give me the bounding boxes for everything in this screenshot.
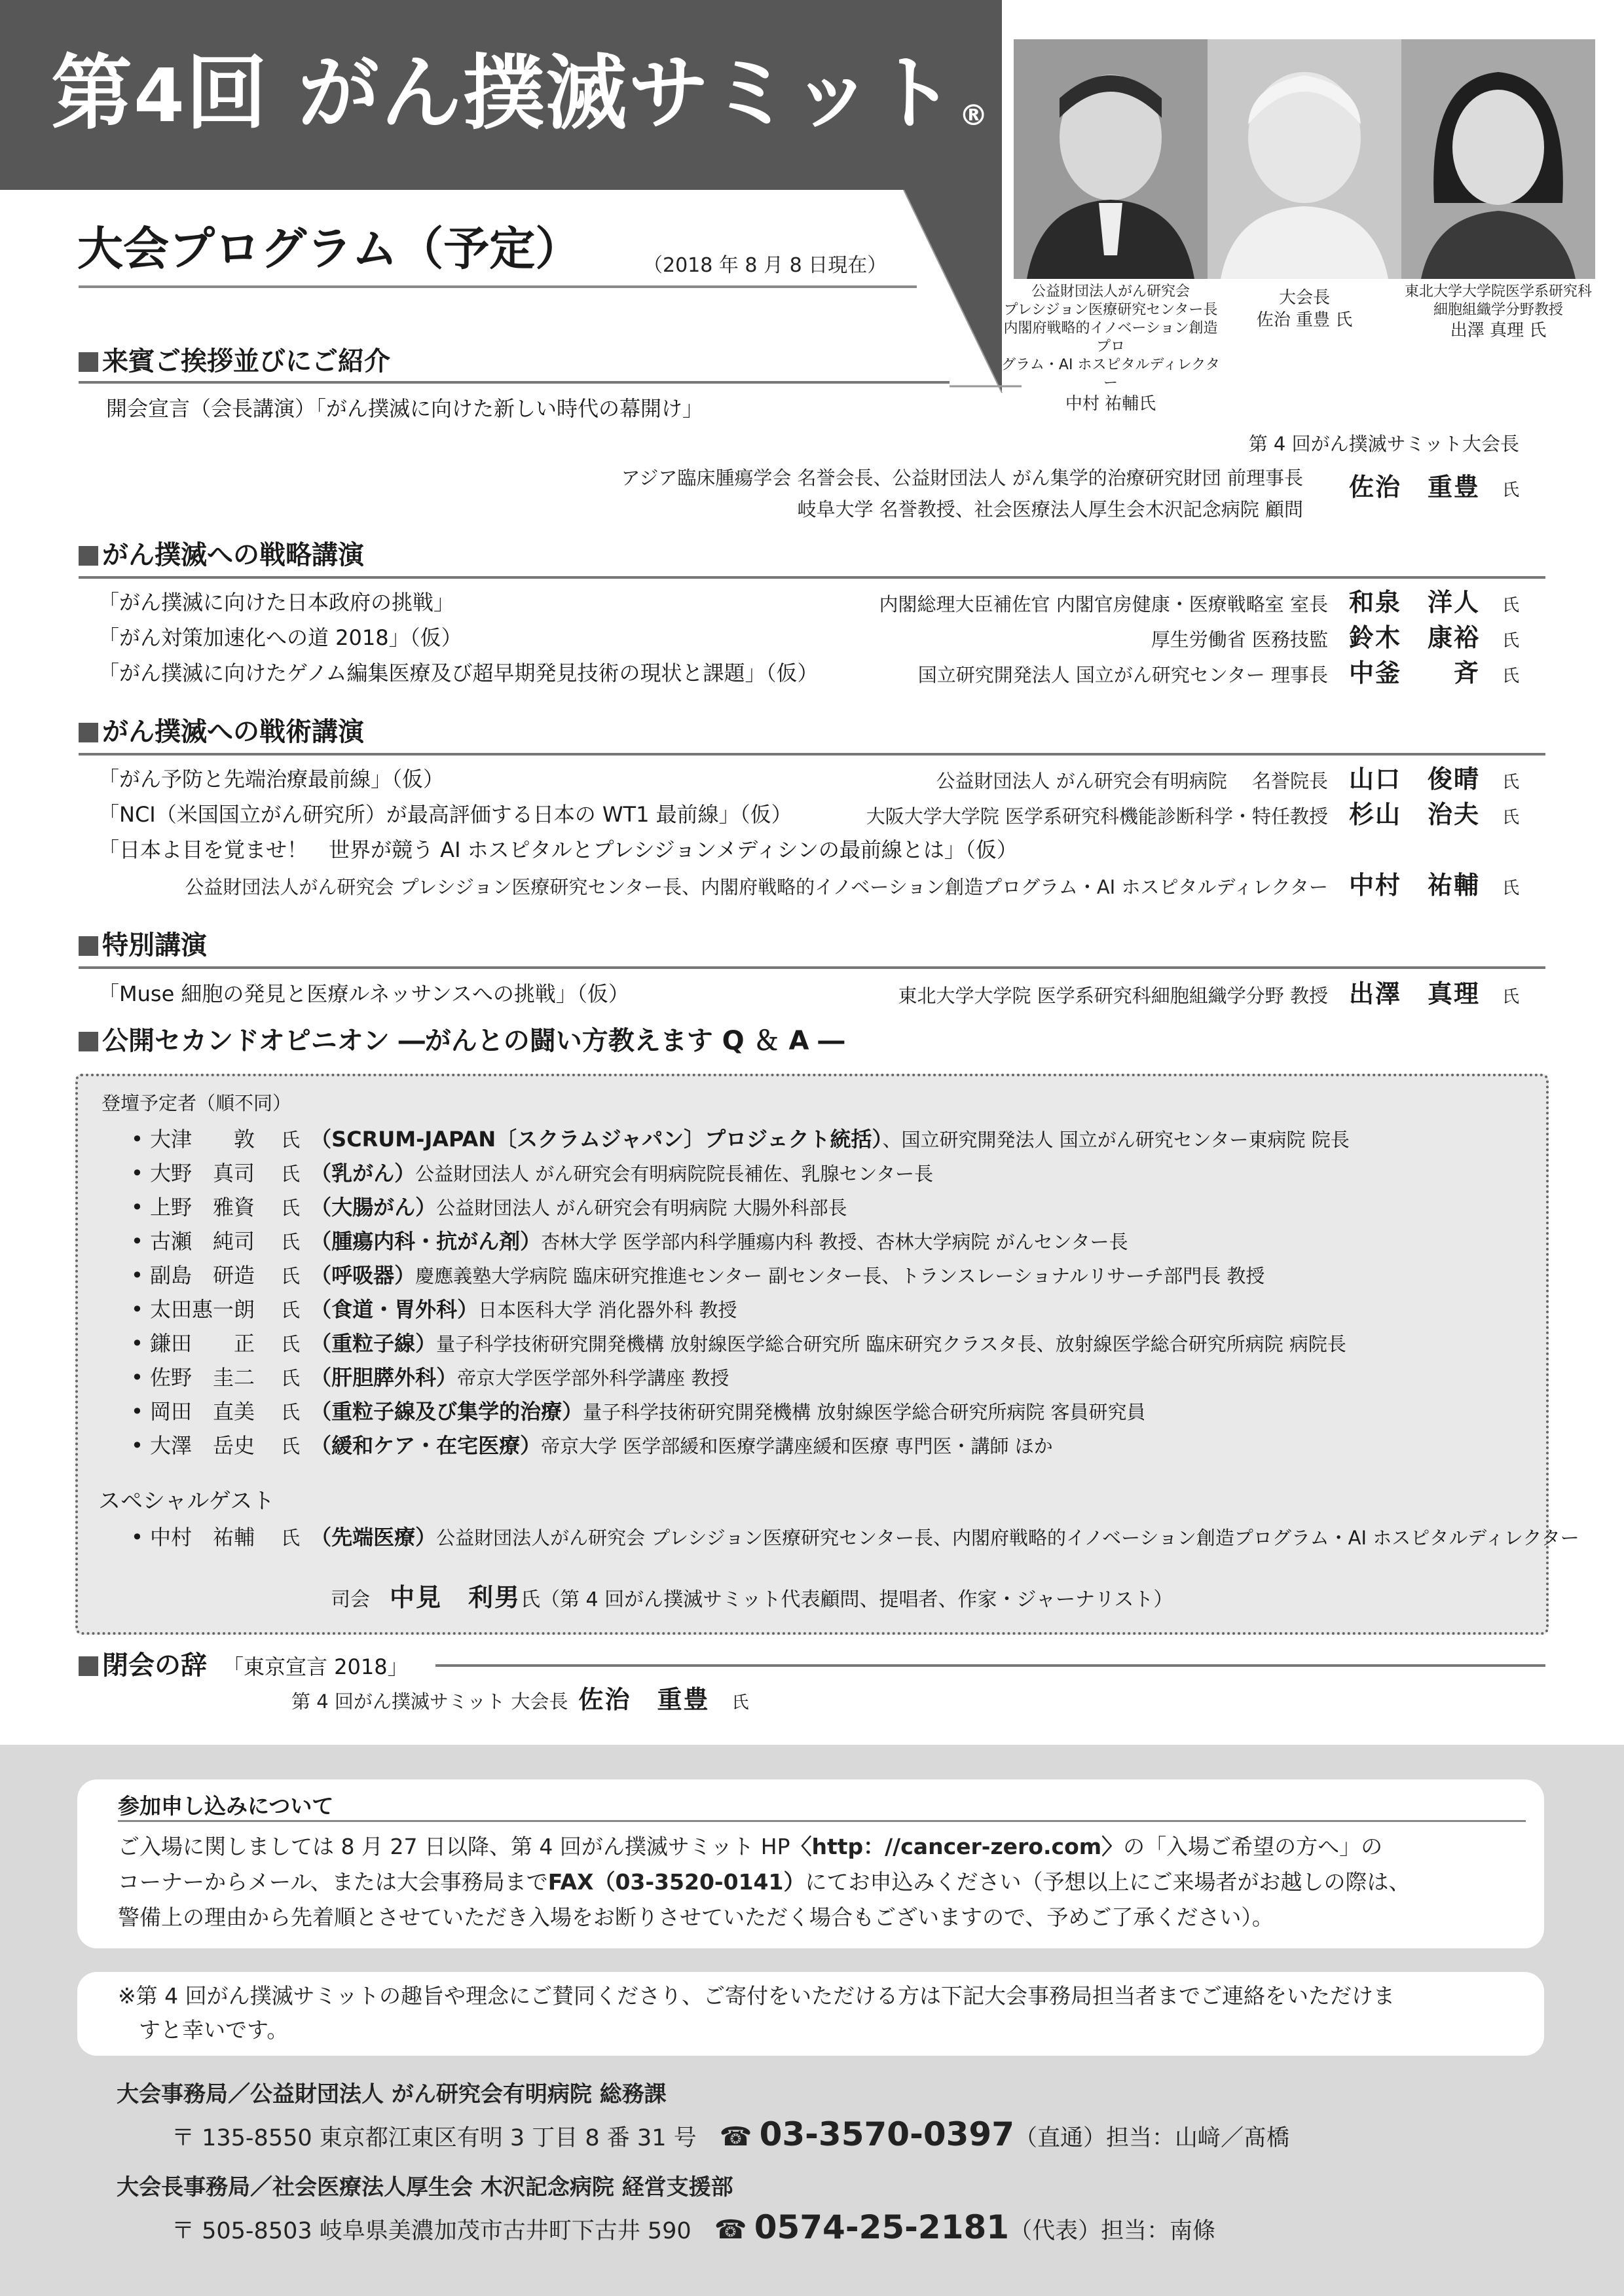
panelist-affiliation: 慶應義塾大学病院 臨床研究推進センター 副センター長、トランスレーショナルリサーチ部門長 教授 xyxy=(415,1265,1265,1287)
phone-number[interactable]: 03-3570-0397 xyxy=(759,2115,1014,2153)
special-guest-label: スペシャルゲスト xyxy=(98,1488,275,1514)
bullet-icon: • xyxy=(131,1263,143,1288)
square-bullet-icon xyxy=(79,936,98,956)
panelist-name: 中村 祐輔 xyxy=(150,1525,255,1550)
phone-note: （代表）担当：南條 xyxy=(1009,2218,1216,2244)
square-bullet-icon xyxy=(79,546,98,566)
section-title: 来賓ご挨拶並びにご紹介 xyxy=(102,346,390,376)
tactics-talk xyxy=(98,763,1519,795)
text: にてお申込みください（予想以上にご来場者がお越しの際は、 xyxy=(805,1869,1411,1895)
section-title: 閉会の辞 xyxy=(102,1650,207,1681)
honorific: 氏 xyxy=(1502,773,1519,792)
caption-line: 東北大学大学院医学系研究科 xyxy=(1404,283,1592,300)
registered-mark: ® xyxy=(959,99,989,132)
panelist-specialty: （食道・胃外科） xyxy=(321,1297,479,1322)
speaker-role: 公益財団法人 がん研究会有明病院 名誉院長 xyxy=(936,770,1328,792)
speaker xyxy=(1151,622,1519,657)
talk-title: 「Muse 細胞の発見と医療ルネッサンスへの挑戦」（仮） xyxy=(98,981,629,1006)
panelist-affiliation: 量子科学技術研究開発機構 放射線医学総合研究所 臨床研究クラスタ長、放射線医学総合研究所病院 病院長 xyxy=(436,1333,1346,1355)
person-photo-icon xyxy=(1208,39,1401,279)
divider xyxy=(435,1664,1545,1667)
section-heading xyxy=(79,537,364,574)
talk-title: 「日本よ目を覚ませ！ 世界が競う AI ホスピタルとプレシジョンメディシンの最前線とは」（仮） xyxy=(98,837,1018,862)
speaker-role: 大阪大学大学院 医学系研究科機能診断科学・特任教授 xyxy=(866,805,1328,828)
bullet-icon: • xyxy=(131,1399,143,1424)
text: ご入場に関しましては 8 月 27 日以降、第 4 回がん撲滅サミット HP xyxy=(118,1834,790,1859)
honorific: 氏 xyxy=(281,1401,301,1423)
divider xyxy=(79,753,1545,756)
caption-line: 細胞組織学分野教授 xyxy=(1433,302,1563,318)
panelist-specialty: （先端医療） xyxy=(321,1525,437,1550)
talk-title: 「東京宣言 2018」 xyxy=(233,1654,409,1679)
speaker-role: 公益財団法人がん研究会 プレシジョン医療研究センター長、内閣府戦略的イノベーション創造プログラム・AI ホスピタルディレクター xyxy=(185,876,1328,898)
phone-icon: ☎ xyxy=(714,2215,747,2245)
fax-number: FAX（03-3520-0141） xyxy=(547,1869,805,1895)
strategy-talk xyxy=(98,657,1519,689)
moderator-name: 中見 利男 xyxy=(390,1582,521,1612)
tactics-talk xyxy=(98,799,1519,830)
speaker-role: 第 4 回がん撲滅サミット大会長 xyxy=(1248,433,1519,455)
donation-line: すと幸いです。 xyxy=(139,2017,289,2043)
honorific: 氏 xyxy=(281,1231,301,1253)
panelist-name: 太田惠一朗 xyxy=(150,1297,255,1322)
talk-title: 「がん対策加速化への道 2018」（仮） xyxy=(98,625,462,650)
speaker-role: 岐阜大学 名誉教授、社会医療法人厚生会木沢記念病院 顧問 xyxy=(797,498,1303,520)
talk-title: 「がん撲滅に向けた日本政府の挑戦」 xyxy=(98,590,455,615)
speaker-role: 東北大学大学院 医学系研究科細胞組織学分野 教授 xyxy=(898,985,1328,1007)
moderator-label: 司会 xyxy=(331,1588,370,1611)
speaker-role: 内閣総理大臣補佐官 内閣官房健康・医療戦略室 室長 xyxy=(879,593,1328,615)
office-contact xyxy=(172,2115,1289,2158)
panelist-affiliation: 公益財団法人 がん研究会有明病院院長補佐、乳腺センター長 xyxy=(415,1163,934,1185)
panelist-row xyxy=(131,1190,847,1224)
speaker xyxy=(866,799,1519,833)
panelist-row xyxy=(131,1326,1346,1360)
panelist-affiliation: 帝京大学医学部外科学講座 教授 xyxy=(457,1367,729,1389)
panelist-row xyxy=(131,1258,1264,1292)
panelist-specialty: （肝胆膵外科） xyxy=(321,1365,458,1390)
bullet-icon: • xyxy=(131,1331,143,1356)
application-heading: 参加申し込みについて xyxy=(118,1793,334,1819)
speaker-name: 中釜 斉 xyxy=(1348,658,1480,687)
panelist-specialty: （乳がん） xyxy=(321,1161,416,1186)
bullet-icon: • xyxy=(131,1161,143,1186)
bullet-icon: • xyxy=(131,1297,143,1322)
honorific: 氏 xyxy=(281,1163,301,1185)
honorific: 氏 xyxy=(281,1265,301,1287)
bullet-icon: • xyxy=(131,1195,143,1220)
caption-saji xyxy=(1193,287,1416,331)
divider xyxy=(79,966,1545,969)
speaker-role: 厚生労働省 医務技監 xyxy=(1151,629,1328,651)
honorific: 氏 xyxy=(1502,481,1519,500)
donation-line: ※第 4 回がん撲滅サミットの趣旨や理念にご賛同くださり、ご寄付をいただける方は下記大会事務局担当者までご連絡をいただけま xyxy=(118,1983,1395,2009)
panelist-specialty: （重粒子線及び集学的治療） xyxy=(321,1399,583,1424)
caption-line: 内閣府戦略的イノベーション創造プロ xyxy=(1003,320,1218,355)
section-title: 特別講演 xyxy=(102,930,207,960)
office-heading: 大会長事務局／社会医療法人厚生会 木沢記念病院 経営支援部 xyxy=(117,2174,733,2200)
moderator xyxy=(331,1579,1173,1616)
speaker xyxy=(185,869,1519,904)
honorific: 氏 xyxy=(1502,879,1519,898)
panelist-row xyxy=(131,1429,1053,1463)
panelist-specialty: （大腸がん） xyxy=(321,1195,437,1220)
website-link[interactable]: 〈http：//cancer-zero.com〉 xyxy=(790,1834,1124,1859)
speaker-name: 鈴木 康裕 xyxy=(1348,623,1480,652)
section-heading xyxy=(79,927,207,964)
section-heading xyxy=(79,1023,844,1059)
speaker-name: 出澤 真理 xyxy=(1348,979,1480,1008)
bullet-icon: • xyxy=(131,1365,143,1390)
special-talk xyxy=(98,978,1519,1010)
speaker-roles xyxy=(621,462,1304,525)
speaker-name: 中村 祐輔 xyxy=(1348,870,1480,900)
honorific: 氏 xyxy=(1502,596,1519,615)
office-address: 〒 505-8503 岐阜県美濃加茂市古井町下古井 590 xyxy=(172,2218,692,2244)
speaker-name: 佐治 重豊 xyxy=(578,1685,710,1714)
phone-icon: ☎ xyxy=(719,2122,752,2152)
portrait-saji xyxy=(1208,39,1401,279)
strategy-talk xyxy=(98,587,1519,618)
bullet-icon: • xyxy=(131,1433,143,1458)
divider xyxy=(79,381,950,384)
honorific: 氏 xyxy=(281,1367,301,1389)
event-title xyxy=(51,38,989,172)
panelist-affiliation: 帝京大学 医学部緩和医療学講座緩和医療 専門医・講師 ほか xyxy=(541,1435,1053,1457)
section-title: がん撲滅への戦術講演 xyxy=(102,717,364,747)
section-heading xyxy=(79,343,390,380)
phone-number[interactable]: 0574-25-2181 xyxy=(754,2208,1010,2246)
panelist-name: 大野 真司 xyxy=(150,1161,255,1186)
speaker xyxy=(936,763,1519,798)
panelist-name: 上野 雅資 xyxy=(150,1195,255,1220)
honorific: 氏 xyxy=(1502,987,1519,1007)
panelist-row xyxy=(131,1394,1146,1429)
section-title: 公開セカンドオピニオン ―がんとの闘い方教えます Q ＆ A ― xyxy=(102,1026,845,1056)
title-kai: 回 xyxy=(185,46,268,141)
moderator-note: 氏（第 4 回がん撲滅サミット代表顧問、提唱者、作家・ジャーナリスト） xyxy=(521,1588,1173,1611)
talk-title: 「がん予防と先端治療最前線」（仮） xyxy=(98,767,445,792)
square-bullet-icon xyxy=(79,723,98,742)
program-subtitle: 大会プログラム（予定） xyxy=(77,222,581,276)
honorific: 氏 xyxy=(281,1333,301,1355)
panelist-specialty: （腫瘍内科・抗がん剤） xyxy=(321,1229,542,1254)
opening-speaker-row xyxy=(98,462,1519,525)
honorific: 氏 xyxy=(1502,666,1519,686)
square-bullet-icon xyxy=(79,1032,98,1051)
title-number: 4 xyxy=(134,54,186,139)
panelist-name: 大澤 岳史 xyxy=(150,1433,255,1458)
honorific: 氏 xyxy=(1502,808,1519,828)
speaker xyxy=(879,587,1519,621)
talk-title: 開会宣言（会長講演）「がん撲滅に向けた新しい時代の幕開け」 xyxy=(106,396,704,421)
panelist-affiliation: 日本医科大学 消化器外科 教授 xyxy=(478,1299,737,1321)
speaker xyxy=(898,978,1519,1013)
panelist-row xyxy=(131,1360,729,1394)
bullet-icon: • xyxy=(131,1525,143,1550)
portrait-dezawa xyxy=(1401,39,1595,279)
honorific: 氏 xyxy=(731,1693,749,1713)
person-photo-icon xyxy=(1014,39,1208,279)
speaker-role: 第 4 回がん撲滅サミット 大会長 xyxy=(291,1690,568,1713)
panelist-row xyxy=(131,1292,737,1326)
honorific: 氏 xyxy=(281,1129,301,1151)
bullet-icon: • xyxy=(131,1229,143,1254)
strategy-talk xyxy=(98,622,1519,653)
office-heading: 大会事務局／公益財団法人 がん研究会有明病院 総務課 xyxy=(117,2081,667,2107)
talk-title: 「がん撲滅に向けたゲノム編集医療及び超早期発見技術の現状と課題」（仮） xyxy=(98,661,819,685)
talk-title: 「NCI（米国国立がん研究所）が最高評価する日本の WT1 最前線」（仮） xyxy=(98,802,792,827)
phone-note: （直通）担当：山﨑／髙橋 xyxy=(1014,2125,1289,2151)
panelist-name: 副島 研造 xyxy=(150,1263,255,1288)
closing-speaker xyxy=(291,1681,749,1718)
honorific: 氏 xyxy=(1502,631,1519,651)
divider xyxy=(79,576,1545,579)
text: の「入場ご希望の方へ」の xyxy=(1123,1834,1383,1859)
caption-name: 中村 祐輔氏 xyxy=(1065,394,1156,414)
panelist-row xyxy=(131,1156,933,1190)
square-bullet-icon xyxy=(79,1656,98,1676)
guest-row xyxy=(131,1520,1579,1554)
person-photo-icon xyxy=(1401,39,1595,279)
speaker-name: 佐治 重豊 xyxy=(1348,472,1480,501)
office-address: 〒 135-8550 東京都江東区有明 3 丁目 8 番 31 号 xyxy=(172,2125,697,2151)
opening-role-1 xyxy=(98,428,1519,460)
caption-line: 公益財団法人がん研究会 xyxy=(1031,283,1190,300)
application-line: 警備上の理由から先着順とさせていただき入場をお断りさせていただく場合もございますので、予めご了承ください）。 xyxy=(118,1904,1274,1930)
caption-line: グラム・AI ホスピタルディレクター xyxy=(1001,357,1220,392)
tactics-talk-speaker xyxy=(98,869,1519,901)
section-heading xyxy=(79,714,364,750)
panelist-row xyxy=(131,1122,1350,1156)
panelist-name: 古瀬 純司 xyxy=(150,1229,255,1254)
section-title: がん撲滅への戦略講演 xyxy=(102,540,364,570)
panelist-specialty: （呼吸器） xyxy=(321,1263,416,1288)
panelist-affiliation: 杏林大学 医学部内科学腫瘍内科 教授、杏林大学病院 がんセンター長 xyxy=(541,1231,1128,1253)
office-contact xyxy=(172,2208,1215,2251)
panelist-affiliation: 公益財団法人 がん研究会有明病院 大腸外科部長 xyxy=(436,1197,847,1219)
speaker-role: アジア臨床腫瘍学会 名誉会長、公益財団法人 がん集学的治療研究財団 前理事長 xyxy=(621,467,1303,489)
title-prefix: 第 xyxy=(51,46,134,141)
application-line xyxy=(118,1865,1410,1900)
caption-dezawa xyxy=(1387,283,1610,342)
speaker-role: 国立研究開発法人 国立がん研究センター 理事長 xyxy=(917,664,1328,686)
caption-name: 佐治 重豊 氏 xyxy=(1256,310,1353,330)
program-date: （2018 年 8 月 8 日現在） xyxy=(643,254,887,277)
speaker xyxy=(1349,471,1519,506)
panel-label: 登壇予定者（順不同） xyxy=(101,1092,292,1114)
tactics-talk xyxy=(98,834,1519,866)
portrait-nakamura xyxy=(1014,39,1208,279)
caption-name: 出澤 真理 氏 xyxy=(1450,321,1547,340)
panelist-affiliation: 公益財団法人がん研究会 プレシジョン医療研究センター長、内閣府戦略的イノベーション創造プログラム・AI ホスピタルディレクター xyxy=(436,1527,1579,1549)
panelist-row xyxy=(131,1224,1128,1258)
panelist-name: 岡田 直美 xyxy=(150,1399,255,1424)
title-main: がん撲滅サミット xyxy=(298,46,957,141)
caption-line: プレシジョン医療研究センター長 xyxy=(1003,302,1218,318)
section-heading xyxy=(79,1647,409,1684)
panelist-specialty: （緩和ケア・在宅医療） xyxy=(321,1433,542,1458)
caption-line: 大会長 xyxy=(1278,288,1330,308)
panelist-affiliation: 量子科学技術研究開発機構 放射線医学総合研究所病院 客員研究員 xyxy=(583,1401,1146,1423)
panelist-name: 鎌田 正 xyxy=(150,1331,255,1356)
speaker xyxy=(918,657,1519,692)
panelist-name: 大津 敦 xyxy=(150,1127,255,1152)
speaker-name: 和泉 洋人 xyxy=(1348,587,1480,617)
speaker-name: 杉山 治夫 xyxy=(1348,799,1480,829)
application-line xyxy=(118,1829,1382,1865)
honorific: 氏 xyxy=(281,1299,301,1321)
divider xyxy=(118,1820,1526,1822)
honorific: 氏 xyxy=(281,1527,301,1549)
square-bullet-icon xyxy=(79,352,98,372)
bullet-icon: • xyxy=(131,1127,143,1152)
panelist-name: 佐野 圭二 xyxy=(150,1365,255,1390)
panelist-affiliation: 、国立研究開発法人 国立がん研究センター東病院 院長 xyxy=(882,1129,1350,1151)
honorific: 氏 xyxy=(281,1197,301,1219)
opening-title xyxy=(106,393,1527,424)
panelist-specialty: （重粒子線） xyxy=(321,1331,437,1356)
speaker-name: 山口 俊晴 xyxy=(1348,764,1480,793)
honorific: 氏 xyxy=(281,1435,301,1457)
text: コーナーからメール、または大会事務局まで xyxy=(118,1869,548,1895)
panelist-specialty: （SCRUM-JAPAN〔スクラムジャパン〕プロジェクト統括） xyxy=(321,1127,883,1152)
